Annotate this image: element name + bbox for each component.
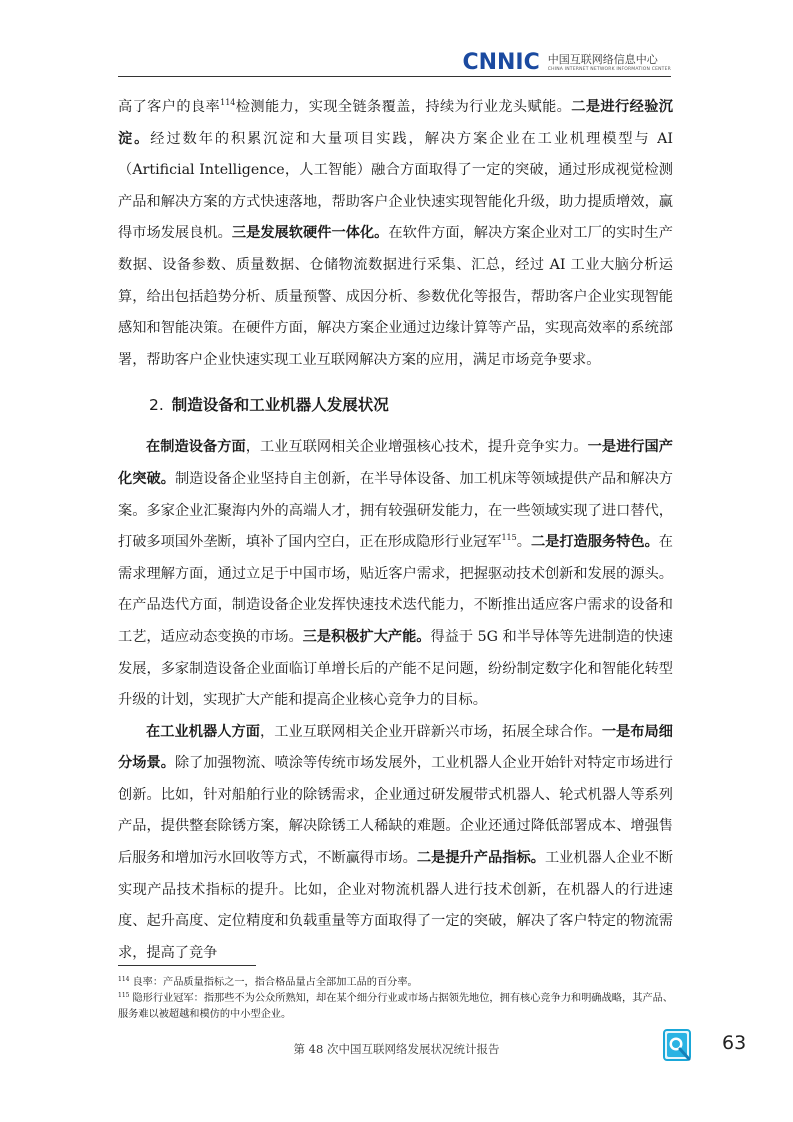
footnote-114 (118, 975, 673, 991)
main-content (118, 92, 673, 969)
paragraph-2 (118, 432, 673, 716)
page-header (118, 48, 671, 80)
text: 。 (516, 534, 531, 551)
cnnic-logo (462, 52, 671, 74)
text: 检测能力，实现全链条覆盖，持续为行业龙头赋能。 (235, 99, 572, 115)
text: ，工业互联网相关企业开辟新兴市场，拓展全球合作。 (259, 723, 602, 740)
paragraph-1 (118, 92, 673, 376)
footer-title: 第 48 次中国互联网络发展状况统计报告 (293, 1042, 500, 1056)
text: 高了客户的良率 (118, 99, 221, 115)
bold-point: 三是发展软硬件一体化。 (231, 225, 389, 242)
text: 在需求理解方面，通过立足于中国市场，贴近客户需求，把握驱动技术创新和发展的源头。在产品迭代方面，制造设备企业发挥快速技术迭代能力，不断推出适应客户需求的设备和工艺，适应动态变换的市场。 (118, 534, 673, 645)
logo-en: CHINA INTERNET NETWORK INFORMATION CENTER (547, 67, 671, 72)
footnote-number: 114 (118, 976, 130, 983)
header-rule (118, 76, 671, 77)
text: 工业机器人企业不断实现产品技术指标的提升。比如，企业对物流机器人进行技术创新，在机器人的行进速度、起升高度、定位精度和负载重量等方面取得了一定的突破，解决了客户特定的物流需求，提高了竞争 (118, 850, 673, 961)
bold-point: 二是进行经验沉淀。 (118, 99, 673, 147)
bold-point: 一是布局细分场景。 (118, 723, 673, 772)
text: 得益于 5G 和半导体等先进制造的快速发展，多家制造设备企业面临订单增长后的产能不足问题，纷纷制定数字化和智能化转型升级的计划，实现扩大产能和提高企业核心竞争力的目标。 (118, 628, 673, 709)
bold-point: 一是进行国产化突破。 (118, 439, 673, 487)
footnote-rule (118, 965, 256, 966)
report-logo-icon (663, 1029, 693, 1063)
footnote-115 (118, 991, 673, 1023)
footnote-text: 良率：产品质量指标之一，指合格品量占全部加工品的百分率。 (132, 977, 418, 988)
paragraph-3 (118, 717, 673, 970)
footnotes (118, 975, 673, 1023)
bold-point: 二是提升产品指标。 (416, 850, 545, 867)
text: 制造设备企业坚持自主创新，在半导体设备、加工机床等领域提供产品和解决方案。多家企业汇聚海内外的高端人才，拥有较强研发能力，在一些领域实现了进口替代，打破多项国外垄断，填补了国内空白，正在形成隐形行业冠军 (118, 470, 673, 551)
text: ，工业互联网相关企业增强核心技术，提升竞争实力。 (245, 439, 588, 456)
text: 经过数年的积累沉淀和大量项目实践，解决方案企业在工业机理模型与 AI（Artificial Intelligence，人工智能）融合方面取得了一定的突破，通过形成视觉检测产品和解决方案的方式快速落地，帮助客户企业快速实现智能化升级，助力提质增效，赢得市场发展良机。 (118, 130, 673, 242)
bold-lead: 在制造设备方面 (146, 439, 246, 456)
logo-mark: CNNIC (462, 50, 540, 75)
logo-text (548, 53, 671, 73)
text: 在软件方面，解决方案企业对工厂的实时生产数据、设备参数、质量数据、仓储物流数据进行采集、汇总，经过 AI 工业大脑分析运算，给出包括趋势分析、质量预警、成因分析、参数优化等报告，帮助客户企业实现智能感知和智能决策。在硬件方面，解决方案企业通过边缘计算等产品，实现高效率的系统部署，帮助客户企业快速实现工业互联网解决方案的应用，满足市场竞争要求。 (118, 225, 673, 368)
section-heading (118, 390, 673, 420)
text: 除了加强物流、喷涂等传统市场发展外，工业机器人企业开始针对特定市场进行创新。比如，针对船舶行业的除锈需求，企业通过研发履带式机器人、轮式机器人等系列产品，提供整套除锈方案，解决除锈工人稀缺的难题。企业还通过降低部署成本、增强售后服务和增加污水回收等方式，不断赢得市场。 (118, 755, 673, 867)
bold-point: 二是打造服务特色。 (530, 534, 659, 551)
footnote-number: 115 (118, 992, 130, 999)
section-number: 2. (149, 396, 164, 415)
bold-point: 三是积极扩大产能。 (302, 628, 431, 645)
logo-cn: 中国互联网络信息中心 (547, 53, 658, 66)
footnote-ref-114: 114 (220, 98, 236, 107)
footnote-text: 隐形行业冠军：指那些不为公众所熟知，却在某个细分行业或市场占据领先地位，拥有核心竞争力和明确战略，其产品、服务难以被超越和模仿的中小型企业。 (118, 993, 673, 1020)
footnote-ref-115: 115 (501, 533, 517, 543)
page-number: 63 (722, 1032, 747, 1054)
section-title: 制造设备和工业机器人发展状况 (171, 396, 389, 415)
bold-lead: 在工业机器人方面 (146, 723, 260, 740)
